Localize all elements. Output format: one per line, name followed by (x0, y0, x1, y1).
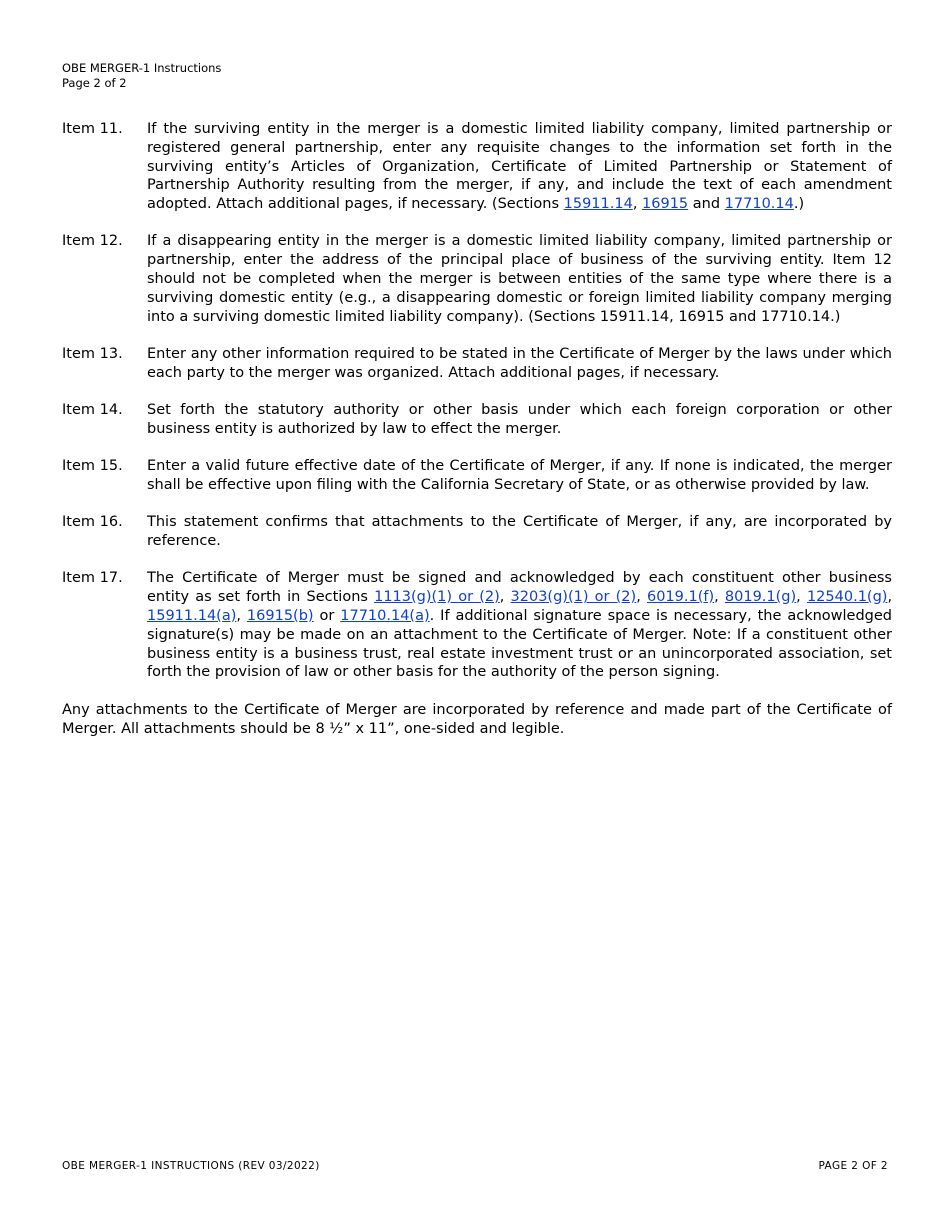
item-14 (62, 401, 892, 439)
separator: and (688, 196, 725, 213)
item-label: Item 15. (62, 458, 123, 475)
link-section-3203-g[interactable]: 3203(g)(1) or (2) (510, 589, 637, 606)
item-text: Enter any other information required to be stated in the Certificate of Merger by the laws under which each party to the merger was organized. Attach additional pages, if necessary. (147, 345, 892, 381)
footer-form-id: OBE MERGER-1 INSTRUCTIONS (REV 03/2022) (62, 1160, 320, 1172)
link-section-15911-14-a[interactable]: 15911.14(a) (147, 607, 237, 624)
item-text: Enter a valid future effective date of the Certificate of Merger, if any. If none is indicated, the merger shall be effective upon filing with the California Secretary of State, or as otherwise provided by law. (147, 458, 892, 493)
separator: , (632, 196, 643, 213)
item-text (147, 120, 892, 214)
item-16 (62, 513, 892, 551)
item-12 (62, 232, 892, 326)
item-label: Item 12. (62, 233, 123, 250)
item-label: Item 13. (62, 345, 123, 362)
item-text: The Certificate of Merger must be signed and acknowledged by each constituent other business entity as set forth in Sections 1113(g)(1) or (2), 3203(g)(1) or (2), 6019.1(f), 8019.1(g), 12540.1(g), 15911.14(a), 16915(b) or 17710.14(a). If additional signature space is necessary, the acknowledged signature(s) may be made on an attachment to the Certificate of Merger. Note: If a constituent other business entity is a business trust, real estate investment trust or an unincorporated association, set forth the provision of law or other basis for the authority of the person signing. (147, 570, 893, 681)
item-text: If a disappearing entity in the merger is a domestic limited liability company, limited partnership or partnership, enter the address of the principal place of business of the surviving entity. Item 12 should not be completed when the merger is between entities of the same type where there is a surviving domestic entity (e.g., a disappearing domestic or foreign limited liability company merging into a surviving domestic limited liability company). (Sections 15911.14, 16915 and 17710.14.) (147, 233, 892, 325)
link-section-8019-1-g[interactable]: 8019.1(g) (724, 589, 797, 606)
form-title: OBE MERGER-1 Instructions (62, 61, 222, 75)
item-text-part: If the surviving entity in the merger is a domestic limited liability company, limited partnership or registered general partnership, enter any requisite changes to the information set forth in the surviving entity’s Articles of Organization, Certificate of Limited Partnership or Statement of Partnership Authority resulting from the merger, if any, and include the text of each amendment adopted. Attach additional pages, if necessary. (Sections (147, 121, 892, 213)
item-text-part: .) (793, 196, 805, 213)
link-section-6019-1-f[interactable]: 6019.1(f) (646, 589, 715, 606)
link-section-17710-14-a[interactable]: 17710.14(a) (340, 607, 430, 624)
link-section-17710-14[interactable]: 17710.14 (724, 196, 794, 213)
item-label: Item 14. (62, 402, 123, 419)
link-section-1113-g[interactable]: 1113(g)(1) or (2) (374, 589, 500, 606)
item-text: Set forth the statutory authority or other basis under which each foreign corporation or other business entity is authorized by law to effect the merger. (147, 402, 892, 437)
link-section-16915[interactable]: 16915 (642, 196, 689, 213)
link-section-16915-b[interactable]: 16915(b) (246, 607, 314, 624)
link-section-15911-14[interactable]: 15911.14 (563, 196, 633, 213)
item-17 (62, 569, 892, 682)
item-label: Item 17. (62, 570, 123, 587)
closing-paragraph: Any attachments to the Certificate of Merger are incorporated by reference and made part of the Certificate of Merger. All attachments should be 8 ½” x 11”, one-sided and legible. (62, 702, 892, 737)
instructions-list (62, 120, 892, 701)
item-text: This statement confirms that attachments to the Certificate of Merger, if any, are incorporated by reference. (147, 514, 892, 550)
item-label: Item 11. (62, 121, 123, 137)
footer-page-number: PAGE 2 OF 2 (818, 1160, 888, 1172)
page-header (62, 61, 221, 90)
item-label: Item 16. (62, 514, 123, 531)
link-section-12540-1-g[interactable]: 12540.1(g) (806, 589, 888, 606)
item-15 (62, 457, 892, 495)
separator: or (313, 607, 341, 624)
item-13 (62, 345, 892, 383)
item-text-part: The Certificate of Merger must be signed and acknowledged by each constituent other business entity as set forth in Sections (147, 570, 892, 606)
item-text-part: . If additional signature space is necessary, the acknowledged signature(s) may be made on an attachment to the Certificate of Merger. Note: If a constituent other business entity is a business trust, real estate investment trust or an unincorporated association, set forth the provision of law or other basis for the authority of the person signing. (147, 607, 892, 681)
item-11 (62, 120, 892, 214)
page-indicator: Page 2 of 2 (62, 75, 127, 90)
